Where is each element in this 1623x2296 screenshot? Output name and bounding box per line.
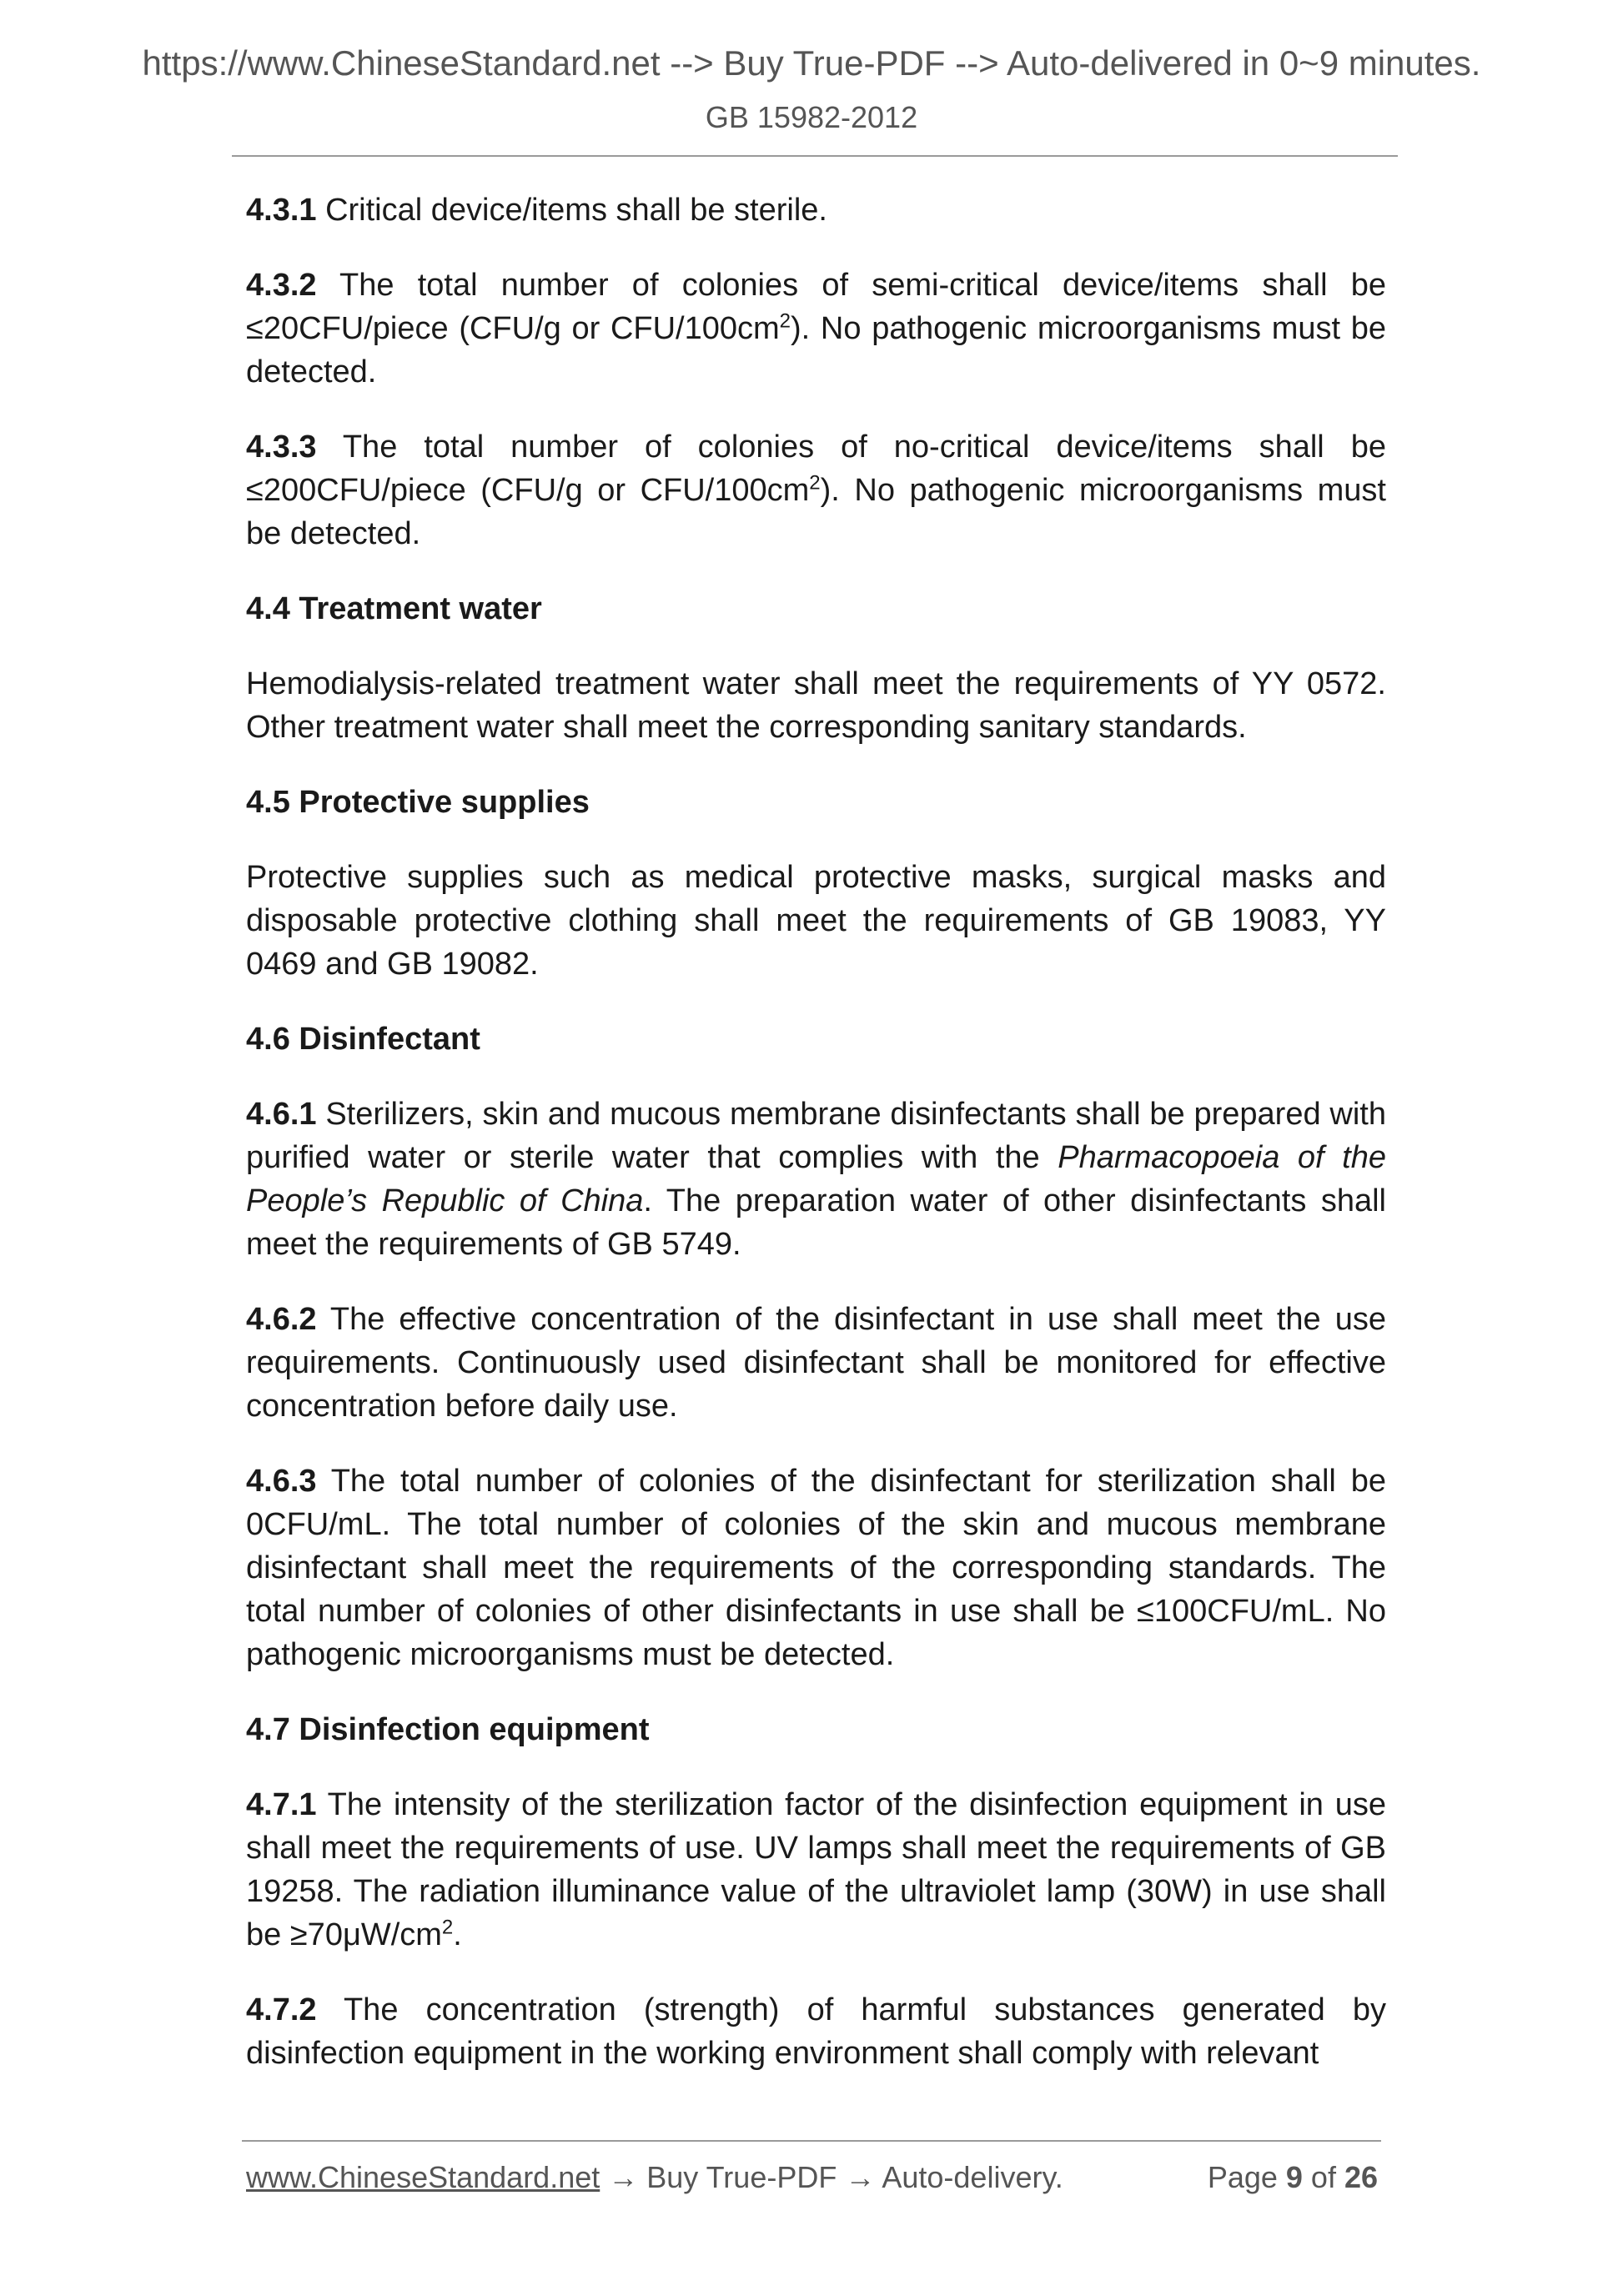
- paragraph-4-5: Protective supplies such as medical protective masks, surgical masks and disposable protective clothing shall meet the requirements of GB 19083, YY 0469 and GB 19082.: [246, 860, 1386, 982]
- auto-delivery-text: Auto-delivery.: [882, 2160, 1063, 2194]
- buy-text: Buy True-PDF: [646, 2160, 837, 2194]
- arrow-icon: →: [837, 2160, 882, 2194]
- arrow-icon: →: [600, 2160, 647, 2194]
- header-url-line: https://www.ChineseStandard.net --> Buy True-PDF --> Auto-delivered in 0~9 minutes.: [142, 43, 1481, 83]
- clause-number: 4.6.1: [246, 1097, 317, 1132]
- heading-4-4: 4.4 Treatment water: [246, 591, 542, 626]
- clause-text: ). No pathogenic microorganisms must be detected.: [246, 311, 1387, 389]
- italic-title: Pharmacopoeia of the People’s Republic of China: [246, 1140, 1386, 1218]
- page-label: Page: [1207, 2160, 1286, 2194]
- clause-number: 4.3.3: [246, 430, 317, 465]
- clause-4-7-2: [246, 1988, 1386, 2075]
- page-total: 26: [1344, 2160, 1378, 2194]
- footer-links: [246, 2160, 1063, 2195]
- clause-4-7-1: [246, 1783, 1386, 1957]
- clause-text: . The preparation water of other disinfectants shall meet the requirements of GB 5749.: [246, 1183, 1387, 1262]
- superscript: 2: [441, 1916, 454, 1939]
- clause-number: 4.7.1: [246, 1787, 317, 1822]
- heading-4-5: 4.5 Protective supplies: [246, 785, 590, 820]
- clause-number: 4.3.1: [246, 193, 317, 228]
- page-indicator: [1208, 2160, 1378, 2195]
- header-divider: [232, 155, 1398, 157]
- document-body: [246, 188, 1386, 2107]
- clause-text: Critical device/items shall be sterile.: [316, 193, 827, 228]
- footer-divider: [242, 2140, 1381, 2142]
- clause-text: ). No pathogenic microorganisms must be detected.: [246, 473, 1386, 551]
- clause-4-6-1: [246, 1093, 1386, 1266]
- page-number: 9: [1285, 2160, 1303, 2194]
- clause-text: The total number of colonies of the disinfectant for sterilization shall be 0CFU/mL. The total number of colonies of the skin and mucous membrane disinfectant shall meet the requirements of the corresponding standards. The total number of colonies of other disinfectants in use shall be ≤100CFU/mL. No pathogenic microorganisms must be detected.: [246, 1464, 1386, 1672]
- clause-text: The total number of colonies of semi-critical device/items shall be ≤20CFU/piece (CFU/g or CFU/100cm: [246, 268, 1386, 346]
- paragraph-4-4: Hemodialysis-related treatment water shall meet the requirements of YY 0572. Other treatment water shall meet the corresponding sanitary standards.: [246, 666, 1386, 745]
- clause-4-3-2: [246, 264, 1386, 394]
- clause-text: The total number of colonies of no-critical device/items shall be ≤200CFU/piece (CFU/g or CFU/100cm: [246, 430, 1386, 508]
- superscript: 2: [809, 471, 821, 495]
- clause-4-6-2: [246, 1298, 1386, 1428]
- heading-4-6: 4.6 Disinfectant: [246, 1022, 480, 1057]
- clause-4-3-3: [246, 425, 1386, 555]
- superscript: 2: [779, 309, 791, 333]
- clause-text: .: [453, 1917, 462, 1952]
- clause-text: The intensity of the sterilization factor of the disinfection equipment in use shall meet the requirements of use. UV lamps shall meet the requirements of GB 19258. The radiation illuminance value of the ultraviolet lamp (30W) in use shall be ≥70μW/cm: [246, 1787, 1386, 1952]
- clause-text: The effective concentration of the disinfectant in use shall meet the use requirements. Continuously used disinfectant shall be monitored for effective concentration before daily use.: [246, 1302, 1386, 1424]
- standard-number: GB 15982-2012: [705, 100, 918, 134]
- clause-text: Sterilizers, skin and mucous membrane disinfectants shall be prepared with purified water or sterile water that complies with the: [246, 1097, 1386, 1175]
- clause-text: The concentration (strength) of harmful substances generated by disinfection equipment in the working environment shall comply with relevant: [246, 1992, 1386, 2071]
- clause-number: 4.7.2: [246, 1992, 317, 2027]
- clause-number: 4.6.3: [246, 1464, 317, 1499]
- site-link[interactable]: www.ChineseStandard.net: [246, 2160, 600, 2194]
- clause-4-6-3: [246, 1459, 1386, 1676]
- of-label: of: [1302, 2160, 1344, 2194]
- clause-4-3-1: [246, 188, 1386, 232]
- clause-number: 4.6.2: [246, 1302, 317, 1337]
- heading-4-7: 4.7 Disinfection equipment: [246, 1712, 650, 1747]
- clause-number: 4.3.2: [246, 268, 317, 303]
